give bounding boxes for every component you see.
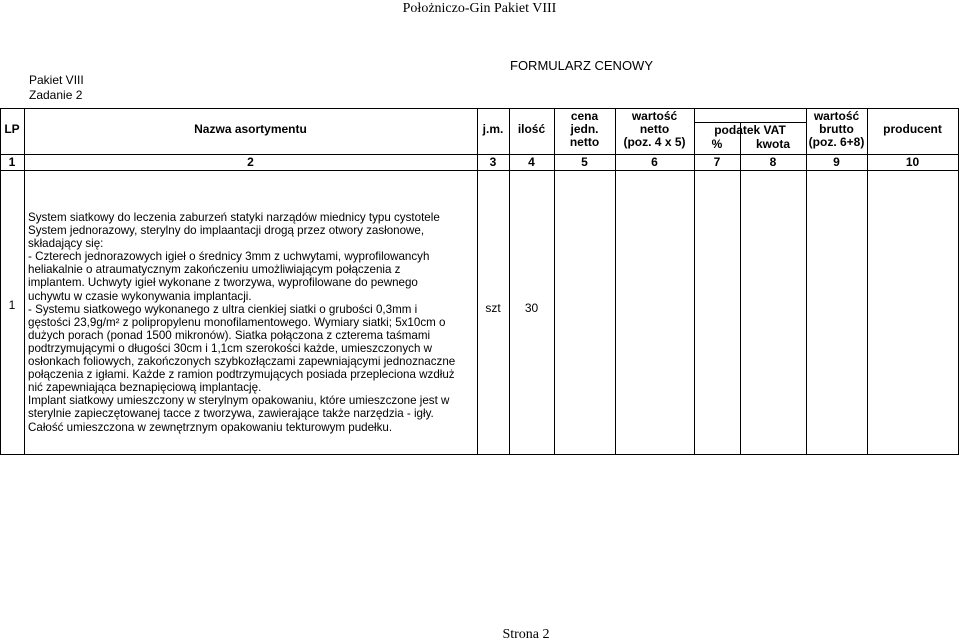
col-number-4: 4 [528,155,535,169]
col-number-3: 3 [489,155,497,169]
col-number-7: 7 [713,155,721,169]
package-info [29,73,84,103]
package-label: Pakiet VIII [29,73,84,87]
header-cena-line2: jedn. [570,122,599,136]
header-wb-line3: (poz. 6+8) [808,135,865,149]
task-label: Zadanie 2 [29,88,83,102]
header-wb-line1: wartość [813,109,860,123]
header-cena-line1: cena [570,109,599,123]
header-cena-line3: netto [569,135,600,149]
header-wn-line1: wartość [631,109,678,123]
page-footer-text: Strona 2 [502,627,550,642]
header-vat-percent: % [711,137,723,151]
col-number-5: 5 [581,155,588,169]
price-table [0,108,959,455]
col-number-1: 1 [8,155,16,169]
header-wn-line2: netto [639,122,670,136]
header-wn-line3: (poz. 4 x 5) [623,135,686,149]
col-number-8: 8 [769,155,777,169]
header-podatek-vat: podatek VAT [714,123,786,137]
row-ilosc: 30 [524,301,539,315]
col-number-9: 9 [833,155,840,169]
header-wb-line2: brutto [819,122,854,136]
header-producent: producent [883,122,942,136]
row-description: System siatkowy do leczenia zaburzeń statyki narządów miednicy typu cystotele System jednorazowy, sterylny do implaantacji drogą przez otwory zasłonowe, składający się: - Czterech jednorazowych igieł o średnicy 3mm z uchwytami, wyprofilowancyh heliakalnie o atraumatycznym zakończeniu umożliwiającym połączenia z implantem. Uchwyty igieł wykonane z tworzywa, wyprofilowane do pewnego uchywtu w czasie wykonywania implantacji. - Systemu siatkowego wykonanego z ultra cienkiej siatki o grubości 0,3mm i gęstości 23,9g/m² z polipropylenu monofilamentowego. Wymiary siatki; 5x10cm o dużych porach (ponad 1500 mikronów). Siatka połączona z czterema taśmami podtrzymującymi o długości 30cm i 1,1cm szerokości każde, umieszczonych w osłonkach foliowych, zakończonych szybkozłączami zapewniającymi jednoznaczne połączenia z igłami. Każde z ramion podtrzymujących posiada przepleciona wzdłuż nić zapewniająca beznapięciową implantację. Implant siatkowy umieszczony w sterylnym opakowaniu, które umieszczone jest w sterylnie zapieczętowanej tacce z tworzywa, zawierające także narzędzia - igły. Całość umieszczona w zewnętrznym opakowaniu tekturowym pudełku. [28,211,456,434]
col-number-2: 2 [247,155,254,169]
numbers-bottom-line [0,170,959,171]
header-ilosc: ilość [517,122,546,136]
table-border-bottom [0,454,959,455]
header-wartosc-netto [615,110,694,149]
header-vat-kwota: kwota [755,137,790,151]
header-nazwa: Nazwa asortymentu [194,122,307,136]
col-number-10: 10 [905,155,920,169]
header-lp: LP [4,122,20,136]
col-number-6: 6 [651,155,658,169]
header-jm: j.m. [482,122,504,136]
col-line-7 [740,122,741,455]
page-footer [0,627,959,643]
row-lp: 1 [8,298,16,312]
header-wartosc-brutto [806,110,867,149]
form-title: FORMULARZ CENOWY [510,58,653,73]
header-cena [554,110,615,149]
row-jm: szt [485,301,501,315]
page-header: Położniczo-Gin Pakiet VIII [402,1,557,16]
